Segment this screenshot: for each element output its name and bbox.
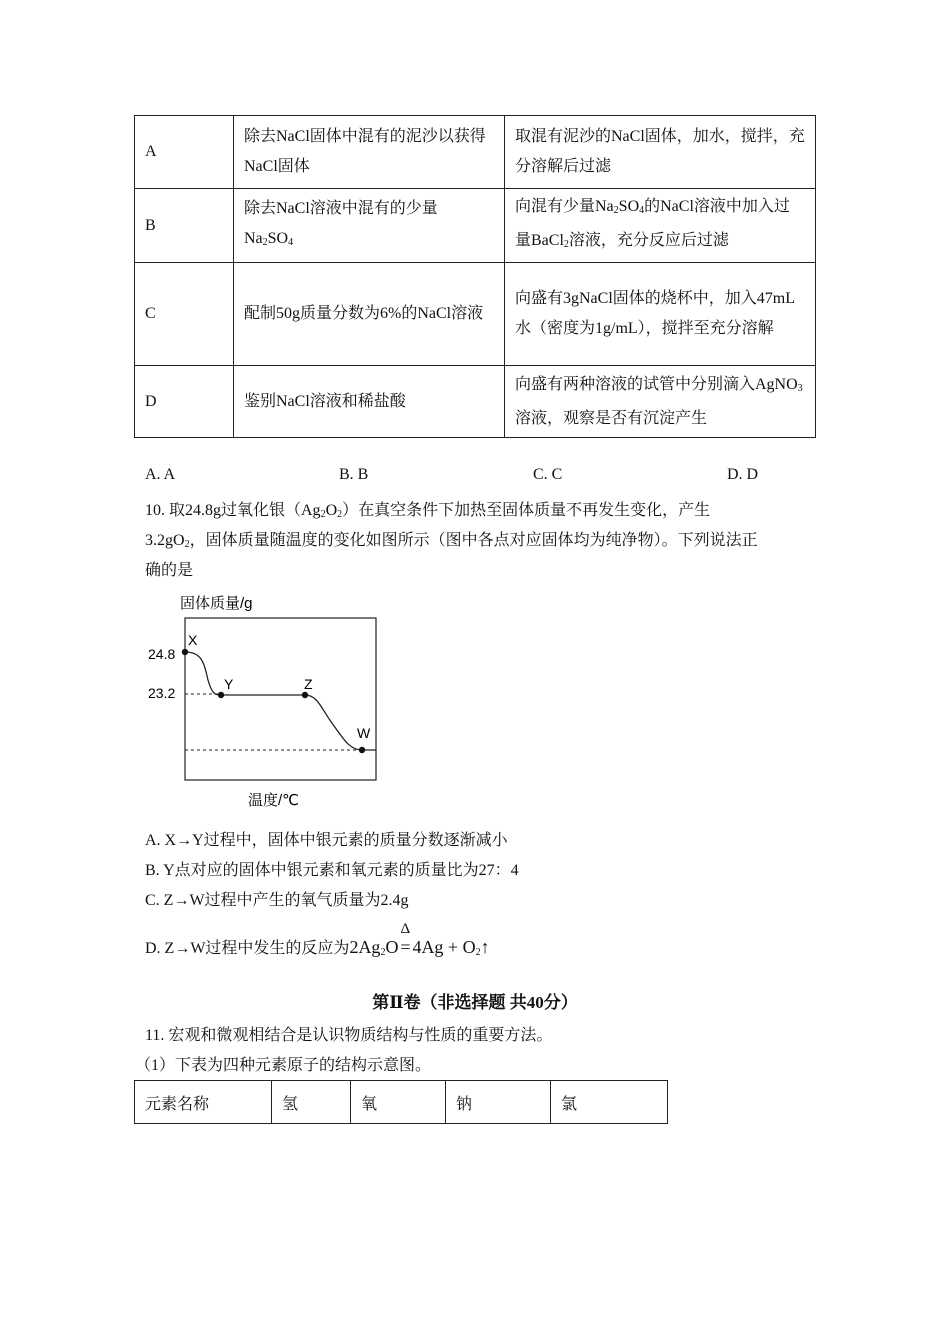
q10-option-c: C. Z→W过程中产生的氧气质量为2.4g [145, 892, 409, 909]
goal-cell: 鉴别NaCl溶液和稀盐酸 [234, 366, 505, 438]
experiment-table [134, 115, 816, 438]
option-cell: C [135, 263, 234, 366]
option-d: D. D [727, 466, 759, 483]
q11-line1: 11. 宏观和微观相结合是认识物质结构与性质的重要方法。 [145, 1027, 553, 1044]
element-table [134, 1080, 668, 1124]
table-row [135, 263, 816, 366]
q10-line1: 10. 取24.8g过氧化银$(Ag_2O_2)$在真空条件下加热至固体质量不再发生变化，产生 [145, 502, 711, 520]
goal-cell: 配制50g质量分数为6%的NaCl溶液 [234, 263, 505, 366]
option-c: C. C [533, 466, 563, 483]
table-header-cell: 钠 [446, 1081, 551, 1124]
option-cell: A [135, 116, 234, 189]
y-axis-label: 固体质量/g [180, 595, 253, 612]
data-point-x [182, 649, 188, 655]
q10-option-b: B. Y点对应的固体中银元素和氧元素的质量比为27：4 [145, 862, 519, 879]
q11-line2: （1）下表为四种元素原子的结构示意图。 [135, 1057, 432, 1074]
goal-cell: 除去NaCl固体中混有的泥沙以获得NaCl固体 [234, 116, 505, 189]
table-row [135, 366, 816, 438]
table-header-cell: 氯 [551, 1081, 668, 1124]
data-point-z [302, 692, 308, 698]
y-tick-label: 23.2 [148, 685, 176, 701]
table-header-cell: 元素名称 [135, 1081, 272, 1124]
mass-temperature-chart [140, 588, 400, 813]
point-label-w: W [357, 725, 371, 741]
x-axis-label: 温度/℃ [248, 792, 300, 809]
point-label-x: X [188, 632, 198, 648]
table-row [135, 189, 816, 263]
method-cell: 向盛有两种溶液的试管中分别滴入AgNO$_3$溶液，观察是否有沉淀产生 [505, 366, 816, 438]
plot-frame [185, 618, 376, 780]
option-cell: D [135, 366, 234, 438]
point-label-y: Y [224, 676, 234, 692]
option-a: A. A [145, 466, 176, 483]
y-tick-label: 24.8 [148, 646, 176, 662]
goal-cell: 除去NaCl溶液中混有的少量 $Na_2SO_4$ [234, 189, 505, 263]
point-label-z: Z [304, 676, 313, 692]
table-header-cell: 氢 [272, 1081, 351, 1124]
method-cell: 向盛有3gNaCl固体的烧杯中，加入47mL水（密度为1g/mL），搅拌至充分溶解 [505, 263, 816, 366]
table-header-cell: 氧 [351, 1081, 446, 1124]
option-cell: B [135, 189, 234, 263]
data-point-w [359, 747, 365, 753]
method-cell: 取混有泥沙的NaCl固体，加水，搅拌，充分溶解后过滤 [505, 116, 816, 189]
section-heading: 第Ⅱ卷（非选择题 共40分） [372, 993, 578, 1012]
table-row [135, 1081, 668, 1124]
q10-line3: 确的是 [145, 562, 194, 579]
heat-condition: Δ [400, 921, 411, 937]
q10-option-a: A. X→Y过程中，固体中银元素的质量分数逐渐减小 [145, 832, 508, 849]
method-cell: 向混有少量$Na_2SO_4$的NaCl溶液中加入过量BaCl$_2$溶液，充分反应后过滤 [505, 189, 816, 263]
table-row [135, 116, 816, 189]
option-b: B. B [339, 466, 369, 483]
q10-option-d: D. Z→W过程中发生的反应为$2Ag_2O$ Δ = $4Ag + O_2↑$ [145, 921, 490, 958]
q10-line2: $3.2gO_2$，固体质量随温度的变化如图所示（图中各点对应固体均为纯净物）。下列说法正 [145, 532, 758, 550]
series-line [185, 652, 376, 750]
data-point-y [218, 692, 224, 698]
